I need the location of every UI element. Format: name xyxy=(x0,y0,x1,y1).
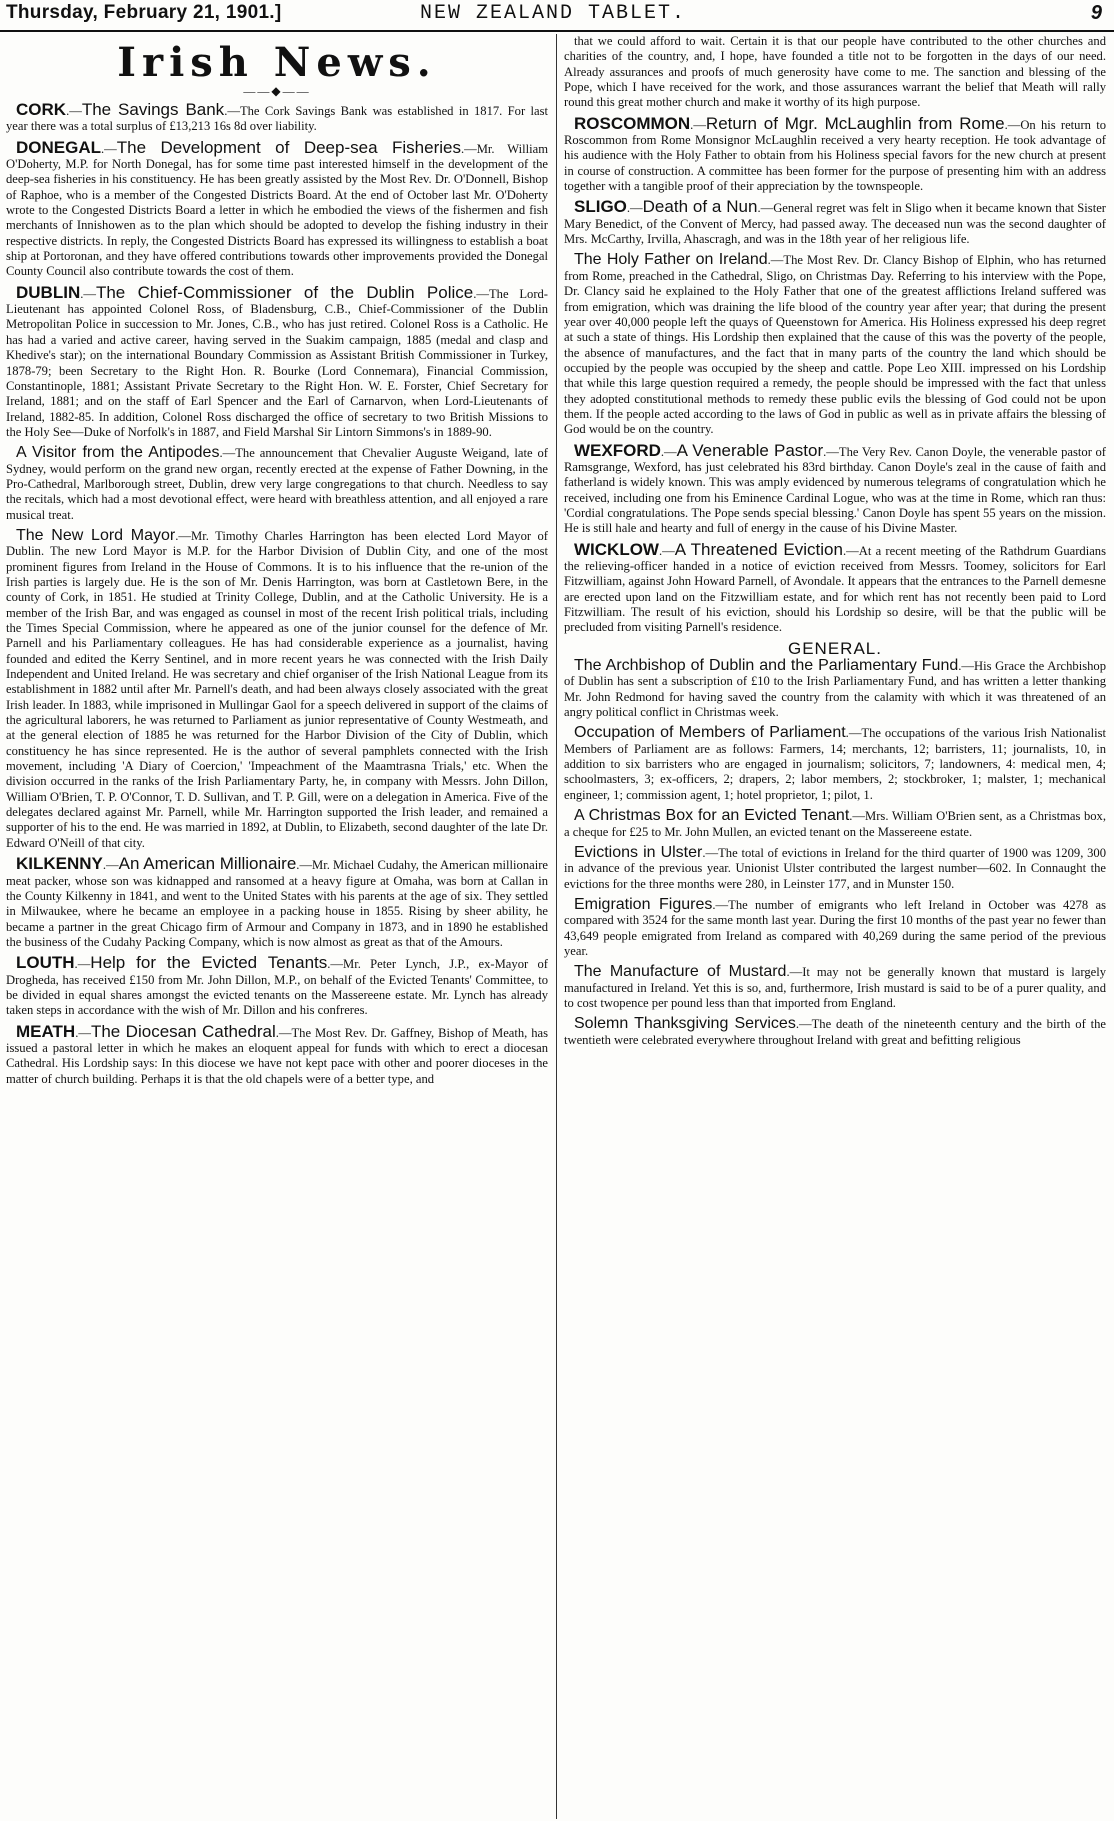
story-headline: The Holy Father on Ireland xyxy=(574,251,768,269)
news-item xyxy=(564,658,1106,720)
news-paragraph xyxy=(564,34,1106,111)
story-body: It may not be generally known that mustard is largely manufactured in Ireland. Yet this is so, and, furthermore, Irish mustard is said to be of a purer quality, and to cost twopence per pound less than that imported from England. xyxy=(564,965,1106,1010)
county-name: LOUTH xyxy=(16,953,75,973)
news-item xyxy=(564,34,1106,111)
county-name: MEATH xyxy=(16,1021,76,1041)
left-stories xyxy=(6,102,548,1087)
news-paragraph: The Manufacture of Mustard.—It may not be generally known that mustard is largely manufactured in Ireland. Yet this is so, and, furthermore, Irish mustard is said to be of a purer quality, and to cost twopence per pound less than that imported from England. xyxy=(564,963,1106,1010)
news-item xyxy=(6,137,548,280)
story-body: At a recent meeting of the Rathdrum Guardians the relieving-officer handed in a notice of eviction received from Messrs. Toomey, solicitors for Earl Fitzwilliam, against John Howard Parnell, of Avondale. It appears that the entrances to the Parnell demesne are erected upon land on the Fitzwilliam estate, and for which rent has not recently been paid to Lord Fitzwilliam. The result of his eviction, should his Lordship so desire, will be that the public will be precluded from visiting Parnell's residence. xyxy=(564,543,1106,635)
news-paragraph: The New Lord Mayor.—Mr. Timothy Charles Harrington has been elected Lord Mayor of Dublin. The new Lord Mayor is M.P. for the Harbor Division of Dublin City, and one of the most prominent figures from Ireland in the House of Commons. It is to his influence that the re-union of the Irish parties is largely due. He is the son of Mr. Denis Harrington, was born at Castletown Bere, in the county of Cork, in 1851. He studied at Trinity College, Dublin, and at the Catholic University. He is a member of the Irish Bar, and was engaged as counsel in most of the recent Irish political trials, including the Times Special Commission, where he appeared as one of the junior counsel for the defence of Mr. Parnell and his Parliamentary colleagues. He has had considerable experience as a journalist, having founded and edited the Kerry Sentinel, and in more recent years he was connected with the Irish Daily Independent and United Ireland. He was secretary and chief organiser of the Irish National League from its establishment in 1882 until after Mr. Parnell's death, and had been always closely associated with the great Irish leader. In 1883, while imprisoned in Mullingar Gaol for a speech delivered in support of the claims of the agricultural laborers, he was returned to Parliament as junior representative of County Westmeath, and at the general election of 1885 he was returned for the Harbor Division of the City of Dublin, which constituency he has since represented. He is the author of several pamphlets connected with the Irish movement, including 'A Diary of Coercion,' 'Impeachment of the Maamtrasna Trials,' etc. When the division occurred in the ranks of the Irish Parliamentary Party, he, in company with Messrs. John Dillon, William O'Brien, T. P. O'Connor, T. D. Sullivan, and T. P. Gill, were on a delegation in America. Five of the delegates declared against Mr. Parnell, while Mr. Harrington supported the Irish leader, and remained a supporter of his to the end. He was married in 1892, at Dublin, to Elizabeth, second daughter of the late Dr. Edward O'Neill of that city. xyxy=(6,526,548,850)
news-item xyxy=(564,440,1106,537)
county-name: ROSCOMMON xyxy=(574,113,691,133)
news-item xyxy=(6,445,548,523)
news-paragraph: The Archbishop of Dublin and the Parliamentary Fund.—His Grace the Archbishop of Dublin has sent a subscription of £10 to the Irish Parliamentary Fund, and has written a letter thanking Mr. John Redmond for having saved the country from the calamity with which it was threatened of an angry political conflict in Christmas week. xyxy=(564,657,1106,720)
story-headline: A Threatened Eviction xyxy=(674,539,843,559)
news-paragraph: CORK.—The Savings Bank.—The Cork Savings Bank was established in 1817. For last year there was a total surplus of £13,213 16s 8d over liability. xyxy=(6,100,548,134)
right-stories xyxy=(564,34,1106,1048)
story-headline: The Diocesan Cathedral xyxy=(90,1021,276,1041)
story-body: Mr. Michael Cudahy, the American millionaire meat packer, whose son was kidnapped and ransomed at a heavy figure at Omaha, was born at Callan in the County Kilkenny in 1841, and went to the United States with his parents at the age of six. They settled in Milwaukee, where he became an employee in a packing house in 1855. Rising by sheer ability, he became a partner in the great Chicago firm of Armour and Company in 1873, and in 1890 he established the business of the Cudahy Packing Company, which is now almost as great as that of the Amours. xyxy=(6,858,548,949)
news-item xyxy=(564,897,1106,959)
column-divider xyxy=(556,34,557,1819)
news-paragraph: SLIGO.—Death of a Nun.—General regret was felt in Sligo when it became known that Sister Mary Benedict, of the Convent of Mercy, had passed away. The deceased nun was the second daughter of Mrs. McCarthy, Irvilla, Ahascragh, and was in the 18th year of her religious life. xyxy=(564,197,1106,247)
left-column xyxy=(6,34,548,1819)
story-body: The death of the nineteenth century and the birth of the twentieth were celebrated everywhere throughout Ireland with great and befitting religious xyxy=(564,1017,1106,1047)
story-body: Mr. Peter Lynch, J.P., ex-Mayor of Drogheda, has received £150 from Mr. John Dillon, M.P., on behalf of the Evicted Tenants' Committee, to be divided in equal shares amongst the evicted tenants on the Massereene estate. Mr. Lynch has already taken steps in accordance with the wish of Mr. Dillon and his confreres. xyxy=(6,957,548,1018)
news-paragraph: A Visitor from the Antipodes.—The announcement that Chevalier Auguste Weigand, late of Sydney, would perform on the grand new organ, recently erected at the expense of Father Downing, in the Pro-Cathedral, Marlborough street, Dublin, drew very large congregations to that church. Needless to say the recitals, which had a most devotional effect, were heard with breathless attention, and all enjoyed a rare musical treat. xyxy=(6,444,548,522)
masthead-ornament: ——◆—— xyxy=(243,84,311,98)
story-headline: Emigration Figures xyxy=(574,895,713,913)
story-body: The announcement that Chevalier Auguste Weigand, late of Sydney, would perform on the grand new organ, recently erected at the expense of Father Downing, in the Pro-Cathedral, Marlborough street, Dublin, drew very large congregations to that church. Needless to say the recitals, which had a most devotional effect, were heard with breathless attention, and all enjoyed a rare musical treat. xyxy=(6,446,548,522)
story-body: The Most Rev. Dr. Clancy Bishop of Elphin, who has returned from Rome, preached in the Cathedral, Sligo, on Christmas Day. Referring to his interview with the Pope, Dr. Clancy said he explained to the Holy Father that one of the greatest afflictions Ireland suffered was from emigration, which was draining the life blood of the country year after year; that during the present year over 40,000 people left the quays of Queenstown for America. His Holiness expressed his deep regret at such a state of things. His Lordship then explained that the cause of this was the poverty of the people, the absence of manufactures, and the fact that in many parts of the country the land which should be occupied by the people was occupied by the sheep and cattle. Pope Leo XIII. impressed on his Lordship that while this large question required a remedy, the people should be impressed with the fact that unless they adopted constitutional methods to remedy these public evils the blessing of God could not be upon them. If the people acted according to the laws of God in public as well as in private affairs the blessing of God would be on the country. xyxy=(564,253,1106,437)
county-name: DONEGAL xyxy=(16,137,101,157)
news-item xyxy=(564,113,1106,195)
story-body: that we could afford to wait. Certain it is that our people have contributed to the other churches and charities of the country, and, I hope, have founded a title not to be forgotten in the days of our need. Already assurances and proofs of much generosity have come to me. The sanction and blessing of the Pope, which I have received for the work, and those assurances warrant the belief that Meath will rally round this great mother church and make it worthy of its high purpose. xyxy=(564,34,1106,110)
story-body: General regret was felt in Sligo when it became known that Sister Mary Benedict, of the Convent of Mercy, had passed away. The deceased nun was the second daughter of Mrs. McCarthy, Irvilla, Ahascragh, and was in the 18th year of her religious life. xyxy=(564,201,1106,247)
story-headline: Death of a Nun xyxy=(642,197,758,217)
story-headline: Help for the Evicted Tenants xyxy=(90,953,328,973)
news-paragraph: WEXFORD.—A Venerable Pastor.—The Very Rev. Canon Doyle, the venerable pastor of Ramsgrange, Wexford, has just celebrated his 83rd birthday. Canon Doyle's zeal in the cause of faith and fatherland is widely known. This was amply evidenced by numerous telegrams of congratulation which he received, including one from his Eminence Cardinal Logue, who was at the time in Rome, which ran thus: 'Cordial congratulations. The Pope sends special blessing.' Canon Doyle has spent 55 years on the mission. He is still hale and hearty and full of energy in the cause of his Divine Master. xyxy=(564,440,1106,536)
news-paragraph: Evictions in Ulster.—The total of evictions in Ireland for the third quarter of 1900 was 1209, 300 in advance of the previous year. Unionist Ulster contributed the largest number—602. In Connaught the evictions for the three months were 280, in Leinster 177, and in Munster 150. xyxy=(564,843,1106,891)
news-item xyxy=(6,282,548,440)
news-item xyxy=(564,1016,1106,1048)
story-headline: The Archbishop of Dublin and the Parliamentary Fund xyxy=(574,657,959,675)
news-item xyxy=(6,856,548,950)
story-headline: Return of Mgr. McLaughlin from Rome xyxy=(705,113,1005,133)
story-headline: The Manufacture of Mustard xyxy=(574,963,787,981)
story-body: The Very Rev. Canon Doyle, the venerable pastor of Ramsgrange, Wexford, has just celebrated his 83rd birthday. Canon Doyle's zeal in the cause of faith and fatherland is widely known. This was amply evidenced by numerous telegrams of congratulation which he received, including one from his Eminence Cardinal Logue, who was at the time in Rome, which ran thus: 'Cordial congratulations. The Pope sends special blessing.' Canon Doyle has spent 55 years on the mission. He is still hale and hearty and full of energy in the cause of his Divine Master. xyxy=(564,444,1106,536)
story-headline: A Christmas Box for an Evicted Tenant xyxy=(574,807,850,825)
story-headline: Evictions in Ulster xyxy=(574,843,703,861)
story-headline: Occupation of Members of Parliament xyxy=(574,724,846,742)
news-item xyxy=(6,955,548,1018)
right-column xyxy=(564,34,1106,1819)
story-body: The Lord-Lieutenant has appointed Colonel Ross, of Bladensburg, C.B., Chief-Commissioner of the Dublin Metropolitan Police in succession to Mr. Jones, C.B., who has just retired. Colonel Ross is a Catholic. He has had a varied and active career, having served in the Suakim campaign, 1885 (medal and clasp and Khedive's star); on the international Boundary Commission as Assistant British Commissioner in Turkey, 1878-79; been Secretary to the Right Hon. R. Bourke (Lord Connemara), Financial Commission, Constantinople, 1881; Assistant Private Secretary to the Right Hon. W. E. Forster, Chief Secretary for Ireland, 1881; and on the staff of Earl Spencer and the Earl of Carnarvon, when Lord-Lieutenants of Ireland, 1882-85. In addition, Colonel Ross discharged the office of secretary to two British Missions to the Holy See—Duke of Norfolk's in 1887, and Field Marshal Sir Lintorn Simmons's in 1889-90. xyxy=(6,286,548,439)
news-paragraph: DUBLIN.—The Chief-Commissioner of the Dublin Police.—The Lord-Lieutenant has appointed Colonel Ross, of Bladensburg, C.B., Chief-Commissioner of the Dublin Metropolitan Police in succession to Mr. Jones, C.B., who has just retired. Colonel Ross is a Catholic. He has had a varied and active career, having served in the Suakim campaign, 1885 (medal and clasp and Khedive's star); on the international Boundary Commission as Assistant British Commissioner in Turkey, 1878-79; been Secretary to the Right Hon. R. Bourke (Lord Connemara), Financial Commission, Constantinople, 1881; Assistant Private Secretary to the Right Hon. W. E. Forster, Chief Secretary for Ireland, 1881; and on the staff of Earl Spencer and the Earl of Carnarvon, when Lord-Lieutenants of Ireland, 1882-85. In addition, Colonel Ross discharged the office of secretary to two British Missions to the Holy See—Duke of Norfolk's in 1887, and Field Marshal Sir Lintorn Simmons's in 1889-90. xyxy=(6,282,548,439)
story-body: The total of evictions in Ireland for the third quarter of 1900 was 1209, 300 in advance of the previous year. Unionist Ulster contributed the largest number—602. In Connaught the evictions for the three months were 280, in Leinster 177, and in Munster 150. xyxy=(564,845,1106,891)
story-headline: The Savings Bank xyxy=(81,100,225,119)
story-headline: Solemn Thanksgiving Services xyxy=(574,1015,796,1033)
story-body: His Grace the Archbishop of Dublin has sent a subscription of £10 to the Irish Parliamentary Fund, and has written a letter thanking Mr. John Redmond for having saved the country from the calamity with which it was threatened of an angry political conflict in Christmas week. xyxy=(564,659,1106,720)
story-headline: The Development of Deep-sea Fisheries xyxy=(116,137,461,157)
section-heading: GENERAL. xyxy=(788,638,882,658)
county-name: CORK xyxy=(16,100,67,119)
story-body: The Most Rev. Dr. Gaffney, Bishop of Meath, has issued a pastoral letter in which he makes an eloquent appeal for funds with which to erect a diocesan Cathedral. His Lordship says: In this diocese we have not kept pace with other and poorer dioceses in the matter of church building. Perhaps it is that the old chapels were of a better type, and xyxy=(6,1025,548,1086)
news-paragraph: Occupation of Members of Parliament.—The occupations of the various Irish Nationalist Members of Parliament are as follows: Farmers, 14; merchants, 12; barristers, 11; journalists, 10, in addition to six barristers who are engaged in journalism; solicitors, 7; landowners, 4: medical men, 4; schoolmasters, 3; ex-officers, 2; drapers, 2; labor members, 2; stockbroker, 1; malster, 1; mechanical engineer, 1; commission agent, 1; hotel proprietor, 1; pilot, 1. xyxy=(564,724,1106,802)
county-name: WEXFORD xyxy=(574,440,661,460)
county-name: SLIGO xyxy=(574,197,627,217)
section-masthead: Irish News. xyxy=(117,39,437,86)
news-paragraph: KILKENNY.—An American Millionaire.—Mr. Michael Cudahy, the American millionaire meat packer, whose son was kidnapped and ransomed at a heavy figure at Omaha, was born at Callan in the County Kilkenny in 1841, and went to the United States with his parents at the age of six. They settled in Milwaukee, where he became an employee in a packing house in 1855. Rising by sheer ability, he became a partner in the great Chicago firm of Armour and Company in 1873, and in 1890 he established the business of the Cudahy Packing Company, which is now almost as great as that of the Amours. xyxy=(6,854,548,949)
news-paragraph: The Holy Father on Ireland.—The Most Rev. Dr. Clancy Bishop of Elphin, who has returned from Rome, preached in the Cathedral, Sligo, on Christmas Day. Referring to his interview with the Pope, Dr. Clancy said he explained to the Holy Father that one of the greatest afflictions Ireland suffered was from emigration, which was draining the life blood of the country year after year; that during the present year over 40,000 people left the quays of Queenstown for America. His Holiness expressed his deep regret at such a state of things. His Lordship then explained that the cause of this was the poverty of the people, the absence of manufactures, and the fact that in many parts of the country the land which should be occupied by the people was occupied by the sheep and cattle. Pope Leo XIII. impressed on his Lordship that while this large question required a remedy, the people should be impressed with the fact that unless they adopted constitutional methods to remedy these public evils the blessing of God could not be upon them. If the people acted according to the laws of God in public as well as in private affairs the blessing of God would be on the country. xyxy=(564,251,1106,437)
news-paragraph: MEATH.—The Diocesan Cathedral.—The Most Rev. Dr. Gaffney, Bishop of Meath, has issued a pastoral letter in which he makes an eloquent appeal for funds with which to erect a diocesan Cathedral. His Lordship says: In this diocese we have not kept pace with other and poorer dioceses in the matter of church building. Perhaps it is that the old chapels were of a better type, and xyxy=(6,1021,548,1086)
news-item xyxy=(6,528,548,851)
header-page-number: 9 xyxy=(1090,2,1102,24)
news-item xyxy=(564,964,1106,1011)
county-name: DUBLIN xyxy=(16,282,81,302)
story-headline: The Chief-Commissioner of the Dublin Police xyxy=(95,282,474,302)
news-item xyxy=(564,539,1106,636)
news-item xyxy=(564,808,1106,840)
news-item xyxy=(6,1021,548,1087)
story-headline: The New Lord Mayor xyxy=(16,526,176,544)
news-item xyxy=(564,252,1106,437)
story-body: Mrs. William O'Brien sent, as a Christmas box, a cheque for £25 to Mr. John Mullen, an evicted tenant on the Massereene estate. xyxy=(564,809,1106,839)
news-paragraph: DONEGAL.—The Development of Deep-sea Fisheries.—Mr. William O'Doherty, M.P. for North Donegal, has for some time past interested himself in the development of the deep-sea fisheries in his constituency. He has been greatly assisted by the Most Rev. Dr. O'Donnell, Bishop of Raphoe, who is a member of the Congested Districts Board. At the end of October last Mr. O'Doherty wrote to the Congested Districts Board a letter in which he embodied the views of the fishermen and fish merchants of Innishowen as to the plan which should be adopted to develop the fishing industry in their respective districts. In reply, the Congested Districts Board has expressed its willingness to establish a boat ship at Portoronan, and they have offered contributions towards other improvements provided the Donegal County Council also contribute towards the cost of them. xyxy=(6,137,548,279)
story-body: The Cork Savings Bank was established in 1817. For last year there was a total surplus of £13,213 16s 8d over liability. xyxy=(6,104,548,134)
header-title: NEW ZEALAND TABLET. xyxy=(420,2,687,25)
news-item xyxy=(564,199,1106,247)
news-item xyxy=(564,725,1106,803)
story-body: Mr. William O'Doherty, M.P. for North Donegal, has for some time past interested himself in the development of the deep-sea fisheries in his constituency. He has been greatly assisted by the Most Rev. Dr. O'Donnell, Bishop of Raphoe, who is a member of the Congested Districts Board. At the end of October last Mr. O'Doherty wrote to the Congested Districts Board a letter in which he embodied the views of the fishermen and fish merchants of Innishowen as to the plan which should be adopted to develop the fishing industry in their respective districts. In reply, the Congested Districts Board has expressed its willingness to establish a boat ship at Portoronan, and they have offered contributions towards other improvements provided the Donegal County Council also contribute towards the cost of them. xyxy=(6,141,548,279)
news-paragraph: A Christmas Box for an Evicted Tenant.—Mrs. William O'Brien sent, as a Christmas box, a cheque for £25 to Mr. John Mullen, an evicted tenant on the Massereene estate. xyxy=(564,807,1106,839)
story-headline: A Venerable Pastor xyxy=(676,440,824,460)
story-body: The occupations of the various Irish Nationalist Members of Parliament are as follows: Farmers, 14; merchants, 12; barristers, 11; journalists, 10, in addition to six barristers who are engaged in journalism; solicitors, 7; landowners, 4: medical men, 4; schoolmasters, 3; ex-officers, 2; drapers, 2; labor members, 2; stockbroker, 1; malster, 1; mechanical engineer, 1; commission agent, 1; hotel proprietor, 1; pilot, 1. xyxy=(564,726,1106,802)
story-body: The number of emigrants who left Ireland in October was 4278 as compared with 3524 for the same month last year. During the first 10 months of the past year no fewer than 43,649 people emigrated from Ireland as compared with 40,269 during the same period of the previous year. xyxy=(564,897,1106,958)
story-headline: A Visitor from the Antipodes xyxy=(16,444,220,462)
county-name: KILKENNY xyxy=(16,854,103,874)
story-headline: An American Millionaire xyxy=(118,854,297,874)
page-header xyxy=(0,0,1114,32)
news-paragraph: Emigration Figures.—The number of emigrants who left Ireland in October was 4278 as compared with 3524 for the same month last year. During the first 10 months of the past year no fewer than 43,649 people emigrated from Ireland as compared with 40,269 during the same period of the previous year. xyxy=(564,895,1106,958)
story-body: On his return to Roscommon from Rome Monsignor McLaughlin received a very hearty reception. He took advantage of his audience with the Holy Father to obtain from his Holiness special favors for the new church at present in course of construction. A committee has been former for the purpose of presenting him with an address together with a tangible proof of their appreciation by the townspeople. xyxy=(564,117,1106,194)
header-date: Thursday, February 21, 1901.] xyxy=(6,2,282,23)
news-paragraph: Solemn Thanksgiving Services.—The death of the nineteenth century and the birth of the twentieth were celebrated everywhere throughout Ireland with great and befitting religious xyxy=(564,1015,1106,1047)
county-name: WICKLOW xyxy=(574,539,659,559)
news-item xyxy=(6,102,548,135)
news-paragraph: WICKLOW.—A Threatened Eviction.—At a recent meeting of the Rathdrum Guardians the relieving-officer handed in a notice of eviction received from Messrs. Toomey, solicitors for Earl Fitzwilliam, against John Howard Parnell, of Avondale. It appears that the entrances to the Parnell demesne are erected upon land on the Fitzwilliam estate, and for which rent has not recently been paid to Lord Fitzwilliam. The result of his eviction, should his Lordship so desire, will be that the public will be precluded from visiting Parnell's residence. xyxy=(564,539,1106,635)
news-item xyxy=(564,845,1106,892)
news-paragraph: LOUTH.—Help for the Evicted Tenants.—Mr. Peter Lynch, J.P., ex-Mayor of Drogheda, has received £150 from Mr. John Dillon, M.P., on behalf of the Evicted Tenants' Committee, to be divided in equal shares amongst the evicted tenants on the Massereene estate. Mr. Lynch has already taken steps in accordance with the wish of Mr. Dillon and his confreres. xyxy=(6,953,548,1018)
story-body: Mr. Timothy Charles Harrington has been elected Lord Mayor of Dublin. The new Lord Mayor is M.P. for the Harbor Division of Dublin City, and one of the most prominent figures from Ireland in the House of Commons. It is to his influence that the re-union of the Irish parties is largely due. He is the son of Mr. Denis Harrington, was born at Castletown Bere, in the county of Cork, in 1851. He studied at Trinity College, Dublin, and at the Catholic University. He is a member of the Irish Bar, and was engaged as counsel in most of the recent Irish political trials, including the Times Special Commission, where he appeared as one of the junior counsel for the defence of Mr. Parnell and his Parliamentary colleagues. He has had considerable experience as a journalist, having founded and edited the Kerry Sentinel, and in more recent years he was connected with the Irish Daily Independent and United Ireland. He was secretary and chief organiser of the Irish National League from its establishment in 1882 until after Mr. Parnell's death, and had been always closely associated with the great Irish leader. In 1883, while imprisoned in Mullingar Gaol for a speech delivered in support of the claims of the agricultural laborers, he was returned to Parliament as junior representative of County Westmeath, and at the general election of 1885 he was returned for the Harbor Division of the City of Dublin, which constituency he has since represented. He is the author of several pamphlets connected with the Irish movement, including 'A Diary of Coercion,' 'Impeachment of the Maamtrasna Trials,' etc. When the division occurred in the ranks of the Irish Parliamentary Party, he, in company with Messrs. John Dillon, William O'Brien, T. P. O'Connor, T. D. Sullivan, and T. P. Gill, were on a delegation in America. Five of the delegates declared against Mr. Parnell, while Mr. Harrington supported the Irish leader, and remained a supporter of his to the end. He was married in 1892, at Dublin, to Elizabeth, second daughter of the late Dr. Edward O'Neill of that city. xyxy=(6,528,548,850)
news-paragraph: ROSCOMMON.—Return of Mgr. McLaughlin from Rome.—On his return to Roscommon from Rome Monsignor McLaughlin received a very hearty reception. He took advantage of his audience with the Holy Father to obtain from his Holiness special favors for the new church at present in course of construction. A committee has been former for the purpose of presenting him with an address together with a tangible proof of their appreciation by the townspeople. xyxy=(564,113,1106,194)
